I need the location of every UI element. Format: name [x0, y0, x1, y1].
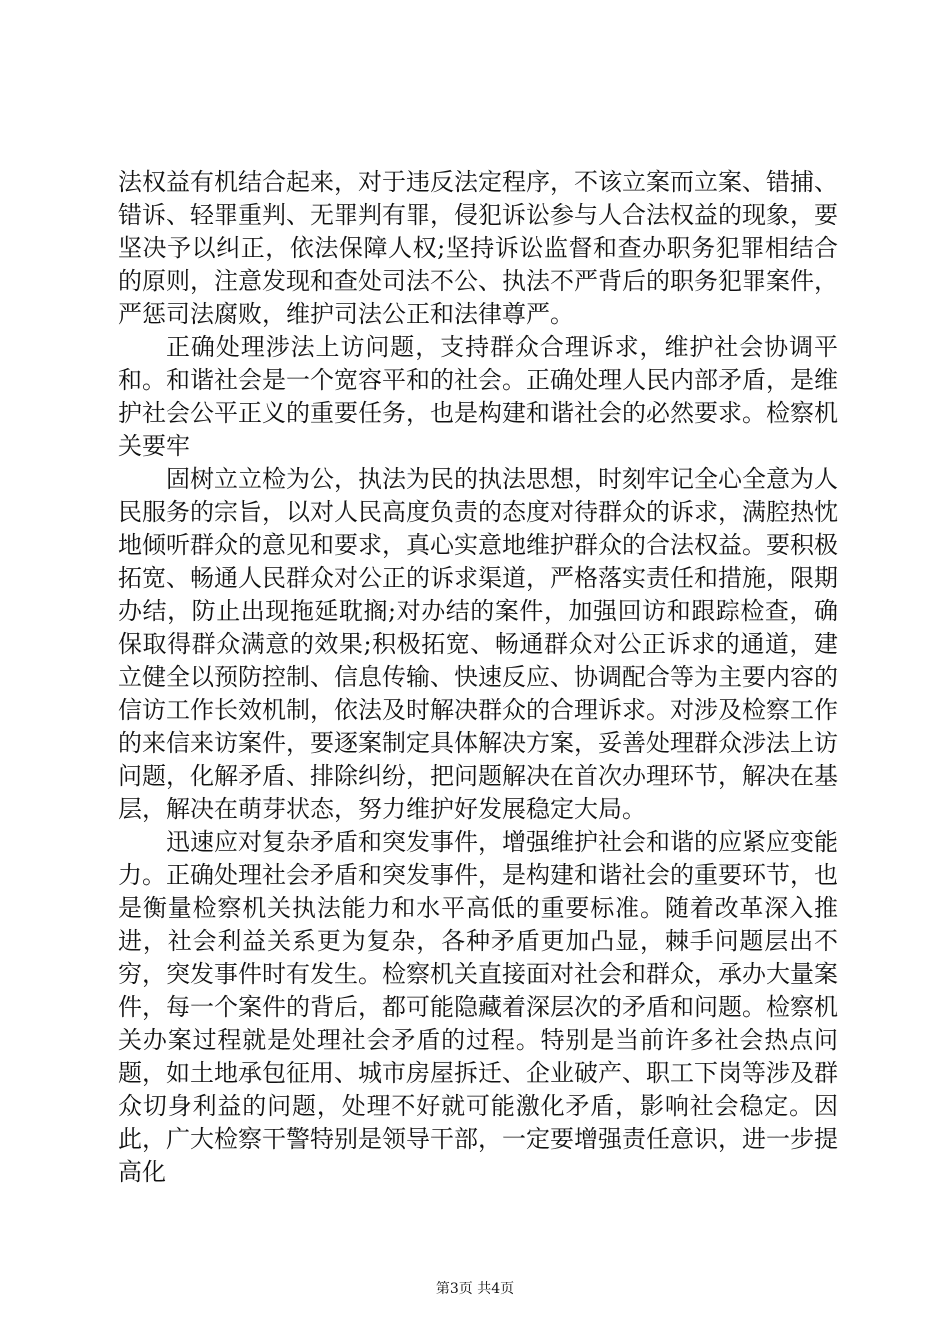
document-body	[118, 166, 838, 1189]
paragraph-4: 迅速应对复杂矛盾和突发事件，增强维护社会和谐的应紧应变能力。正确处理社会矛盾和突发事件，是构建和谐社会的重要环节，也是衡量检察机关执法能力和水平高低的重要标准。随着改革深入推进，社会利益关系更为复杂，各种矛盾更加凸显，棘手问题层出不穷，突发事件时有发生。检察机关直接面对社会和群众，承办大量案件，每一个案件的背后，都可能隐藏着深层次的矛盾和问题。检察机关办案过程就是处理社会矛盾的过程。特别是当前许多社会热点问题，如土地承包征用、城市房屋拆迁、企业破产、职工下岗等涉及群众切身利益的问题，处理不好就可能激化矛盾，影响社会稳定。因此，广大检察干警特别是领导干部，一定要增强责任意识，进一步提高化	[118, 828, 838, 1186]
paragraph-3: 固树立立检为公，执法为民的执法思想，时刻牢记全心全意为人民服务的宗旨，以对人民高度负责的态度对待群众的诉求，满腔热忱地倾听群众的意见和要求，真心实意地维护群众的合法权益。要积极拓宽、畅通人民群众对公正的诉求渠道，严格落实责任和措施，限期办结，防止出现拖延耽搁;对办结的案件，加强回访和跟踪检查，确保取得群众满意的效果;积极拓宽、畅通群众对公正诉求的通道，建立健全以预防控制、信息传输、快速反应、协调配合等为主要内容的信访工作长效机制，依法及时解决群众的合理诉求。对涉及检察工作的来信来访案件，要逐案制定具体解决方案，妥善处理群众涉法上访问题，化解矛盾、排除纠纷，把问题解决在首次办理环节，解决在基层，解决在萌芽状态，努力维护好发展稳定大局。	[118, 465, 838, 823]
paragraph-1: 法权益有机结合起来，对于违反法定程序，不该立案而立案、错捕、错诉、轻罪重判、无罪判有罪，侵犯诉讼参与人合法权益的现象，要坚决予以纠正，依法保障人权;坚持诉讼监督和查办职务犯罪相结合的原则，注意发现和查处司法不公、执法不严背后的职务犯罪案件，严惩司法腐败，维护司法公正和法律尊严。	[118, 168, 838, 328]
page-footer	[0, 1278, 950, 1298]
page-number-label: 第3页 共4页	[435, 1281, 515, 1297]
paragraph-2: 正确处理涉法上访问题，支持群众合理诉求，维护社会协调平和。和谐社会是一个宽容平和的社会。正确处理人民内部矛盾，是维护社会公平正义的重要任务，也是构建和谐社会的必然要求。检察机关要牢	[118, 333, 838, 460]
